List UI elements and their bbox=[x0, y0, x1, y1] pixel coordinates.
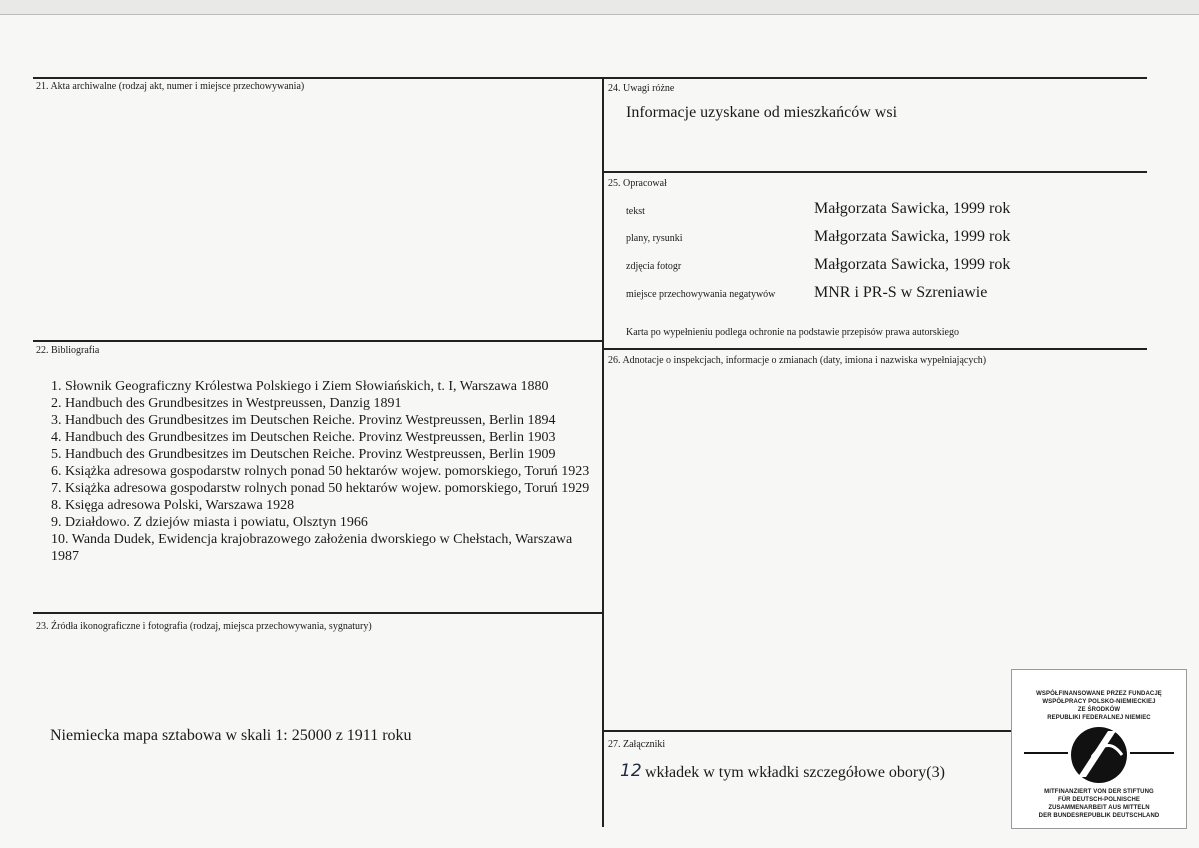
divider-top bbox=[33, 77, 1147, 79]
author-row-value: Małgorzata Sawicka, 1999 rok bbox=[814, 200, 1011, 217]
section-27-value: wkładek w tym wkładki szczegółowe obory(3) bbox=[645, 764, 945, 781]
section-23-label: 23. Źródła ikonograficzne i fotografia (rodzaj, miejsca przechowywania, sygnatury) bbox=[36, 621, 372, 632]
bibliography-item: 10. Wanda Dudek, Ewidencja krajobrazowego założenia dworskiego w Chełstach, Warszawa 1987 bbox=[51, 532, 573, 564]
bibliography-item: 1. Słownik Geograficzny Królestwa Polskiego i Ziem Słowiańskich, t. I, Warszawa 1880 bbox=[51, 379, 549, 394]
section-25-label: 25. Opracował bbox=[608, 178, 667, 189]
bibliography-item: 5. Handbuch des Grundbesitzes im Deutschen Reiche. Provinz Westpreussen, Berlin 1909 bbox=[51, 447, 556, 462]
logo-line: WSPÓŁPRACY POLSKO-NIEMIECKIEJ bbox=[1042, 699, 1156, 705]
bibliography-item: 9. Działdowo. Z dziejów miasta i powiatu, Olsztyn 1966 bbox=[51, 515, 368, 530]
bibliography-item: 4. Handbuch des Grundbesitzes im Deutschen Reiche. Provinz Westpreussen, Berlin 1903 bbox=[51, 430, 556, 445]
author-row-label: zdjęcia fotogr bbox=[626, 261, 682, 272]
author-row-label: tekst bbox=[626, 206, 645, 217]
logo-line: DER BUNDESREPUBLIK DEUTSCHLAND bbox=[1038, 813, 1160, 819]
author-row-value: Małgorzata Sawicka, 1999 rok bbox=[814, 228, 1011, 245]
divider-vertical bbox=[602, 77, 604, 827]
author-row-value: Małgorzata Sawicka, 1999 rok bbox=[814, 256, 1011, 273]
sponsor-logo bbox=[1011, 669, 1187, 829]
bibliography-item: 6. Książka adresowa gospodarstw rolnych ponad 50 hektarów wojew. pomorskiego, Toruń 1923 bbox=[51, 464, 590, 479]
logo-line: MITFINANZIERT VON DER STIFTUNG bbox=[1044, 789, 1154, 795]
logo-line: FÜR DEUTSCH-POLNISCHE bbox=[1057, 797, 1141, 803]
section-24-label: 24. Uwagi różne bbox=[608, 83, 675, 94]
handwritten-count: 12 bbox=[620, 761, 642, 781]
divider-21-22 bbox=[33, 340, 603, 342]
section-22-label: 22. Bibliografia bbox=[36, 345, 100, 356]
divider-24-25 bbox=[603, 171, 1147, 173]
bibliography-item: 7. Książka adresowa gospodarstw rolnych ponad 50 hektarów wojew. pomorskiego, Toruń 1929 bbox=[51, 481, 590, 496]
bibliography-item: 8. Księga adresowa Polski, Warszawa 1928 bbox=[51, 498, 295, 513]
copyright-note: Karta po wypełnieniu podlega ochronie na podstawie przepisów prawa autorskiego bbox=[626, 327, 959, 338]
author-row-label: miejsce przechowywania negatywów bbox=[626, 289, 776, 300]
section-23-value: Niemiecka mapa sztabowa w skali 1: 25000 z 1911 roku bbox=[50, 727, 412, 744]
bibliography-item: 3. Handbuch des Grundbesitzes im Deutschen Reiche. Provinz Westpreussen, Berlin 1894 bbox=[51, 413, 556, 428]
divider-26-27 bbox=[603, 730, 1011, 732]
bibliography-item: 2. Handbuch des Grundbesitzes in Westpreussen, Danzig 1891 bbox=[51, 396, 402, 411]
logo-german-text bbox=[1012, 788, 1186, 820]
logo-line: ZE ŚRODKÓW bbox=[1077, 707, 1121, 713]
section-27-label: 27. Załączniki bbox=[608, 739, 666, 750]
divider-25-26 bbox=[603, 348, 1147, 350]
logo-line: WSPÓŁFINANSOWANE PRZEZ FUNDACJĘ bbox=[1036, 691, 1162, 697]
section-26-label: 26. Adnotacje o inspekcjach, informacje o zmianach (daty, imiona i nazwiska wypełniających) bbox=[608, 355, 987, 366]
bibliography-list bbox=[51, 378, 591, 565]
card-top-edge bbox=[0, 0, 1199, 15]
author-row-label: plany, rysunki bbox=[626, 233, 683, 244]
foundation-emblem-icon bbox=[1012, 725, 1186, 785]
section-24-value: Informacje uzyskane od mieszkańców wsi bbox=[626, 104, 898, 121]
section-21-label: 21. Akta archiwalne (rodzaj akt, numer i miejsce przechowywania) bbox=[36, 81, 305, 92]
logo-line: ZUSAMMENARBEIT AUS MITTELN bbox=[1048, 805, 1150, 811]
logo-polish-text bbox=[1012, 690, 1186, 722]
author-row-value: MNR i PR-S w Szreniawie bbox=[814, 284, 988, 301]
logo-line: REPUBLIKI FEDERALNEJ NIEMIEC bbox=[1047, 715, 1151, 721]
divider-22-23 bbox=[33, 612, 603, 614]
